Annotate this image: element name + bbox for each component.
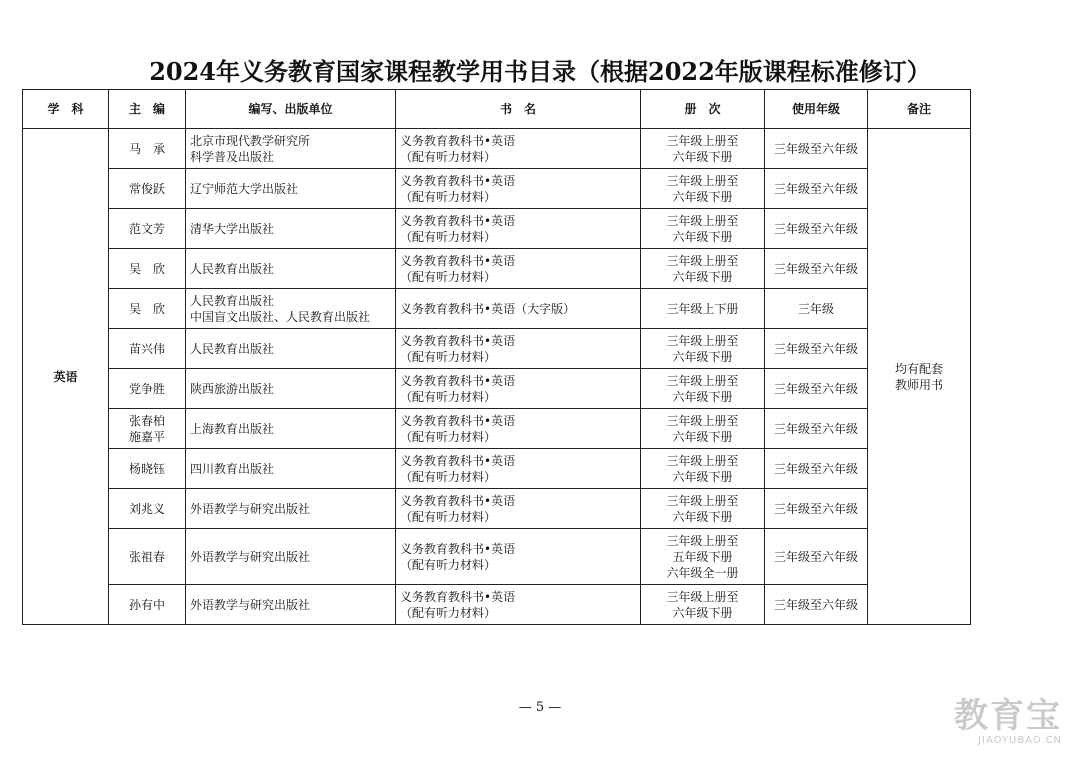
- cell-line: 吴 欣: [128, 261, 165, 276]
- volume-cell: [641, 249, 765, 289]
- cell-line: 范文芳: [128, 221, 165, 236]
- publisher-cell: [186, 129, 396, 169]
- editor-cell: [109, 129, 186, 169]
- editor-cell: [109, 489, 186, 529]
- editor-cell: [109, 289, 186, 329]
- volume-cell: [641, 585, 765, 625]
- editor-cell: [109, 329, 186, 369]
- cell-line: 陕西旅游出版社: [190, 381, 275, 396]
- cell-line: （配有听力材料）: [400, 349, 497, 364]
- header-note: 备注: [868, 90, 971, 129]
- cell-line: 教师用书: [894, 377, 943, 392]
- book-title-cell: [396, 209, 641, 249]
- cell-line: （配有听力材料）: [400, 189, 497, 204]
- cell-line: 三年级上册至: [666, 213, 739, 228]
- cell-line: 三年级上册至: [666, 253, 739, 268]
- volume-cell: [641, 529, 765, 585]
- editor-cell: [109, 529, 186, 585]
- cell-line: 六年级全一册: [666, 565, 739, 580]
- publisher-cell: [186, 329, 396, 369]
- cell-line: 义务教育教科书•英语: [400, 133, 516, 148]
- page-number: — 5 —: [518, 700, 562, 715]
- cell-line: 外语教学与研究出版社: [190, 549, 311, 564]
- editor-cell: [109, 209, 186, 249]
- cell-line: 六年级下册: [672, 469, 733, 484]
- table-row: [23, 289, 971, 329]
- grade-cell: 三年级至六年级: [765, 409, 868, 449]
- book-title-cell: [396, 369, 641, 409]
- note-cell: [868, 129, 971, 625]
- table-row: [23, 169, 971, 209]
- cell-line: 外语教学与研究出版社: [190, 501, 311, 516]
- cell-line: （配有听力材料）: [400, 229, 497, 244]
- book-title-cell: [396, 585, 641, 625]
- editor-cell: [109, 249, 186, 289]
- cell-line: 马 承: [128, 141, 165, 156]
- volume-cell: [641, 289, 765, 329]
- cell-line: 义务教育教科书•英语: [400, 253, 516, 268]
- table-row: [23, 529, 971, 585]
- book-title-cell: [396, 449, 641, 489]
- book-title-cell: [396, 129, 641, 169]
- cell-line: 三年级上册至: [666, 133, 739, 148]
- cell-line: 辽宁师范大学出版社: [190, 181, 299, 196]
- cell-line: 三年级上册至: [666, 533, 739, 548]
- cell-line: （配有听力材料）: [400, 269, 497, 284]
- header-editor: 主 编: [109, 90, 186, 129]
- publisher-cell: [186, 409, 396, 449]
- cell-line: 人民教育出版社: [190, 341, 275, 356]
- publisher-cell: [186, 529, 396, 585]
- cell-line: 上海教育出版社: [190, 421, 275, 436]
- volume-cell: [641, 329, 765, 369]
- cell-line: （配有听力材料）: [400, 557, 497, 572]
- grade-cell: 三年级: [765, 289, 868, 329]
- grade-cell: 三年级至六年级: [765, 249, 868, 289]
- table-row: [23, 585, 971, 625]
- cell-line: 孙有中: [128, 597, 165, 612]
- volume-cell: [641, 449, 765, 489]
- book-title-cell: [396, 169, 641, 209]
- cell-line: 六年级下册: [672, 229, 733, 244]
- grade-cell: 三年级至六年级: [765, 369, 868, 409]
- table-row: [23, 249, 971, 289]
- cell-line: （配有听力材料）: [400, 389, 497, 404]
- editor-cell: [109, 369, 186, 409]
- publisher-cell: [186, 169, 396, 209]
- table-row: [23, 409, 971, 449]
- header-row: [23, 90, 971, 129]
- watermark-url: JIAOYUBAO.CN: [978, 735, 1062, 746]
- book-title-cell: [396, 409, 641, 449]
- watermark-text: 教育宝: [954, 696, 1062, 736]
- header-publisher: 编写、出版单位: [186, 90, 396, 129]
- volume-cell: [641, 369, 765, 409]
- grade-cell: 三年级至六年级: [765, 529, 868, 585]
- header-grade: 使用年级: [765, 90, 868, 129]
- cell-line: 常俊跃: [128, 181, 165, 196]
- cell-line: 党争胜: [128, 381, 165, 396]
- cell-line: （配有听力材料）: [400, 605, 497, 620]
- book-title-cell: [396, 289, 641, 329]
- table-row: [23, 369, 971, 409]
- cell-line: 六年级下册: [672, 269, 733, 284]
- editor-cell: [109, 585, 186, 625]
- cell-line: 义务教育教科书•英语: [400, 333, 516, 348]
- cell-line: 六年级下册: [672, 509, 733, 524]
- book-title-cell: [396, 249, 641, 289]
- grade-cell: 三年级至六年级: [765, 489, 868, 529]
- grade-cell: 三年级至六年级: [765, 129, 868, 169]
- cell-line: 三年级上册至: [666, 453, 739, 468]
- grade-cell: 三年级至六年级: [765, 329, 868, 369]
- cell-line: （配有听力材料）: [400, 509, 497, 524]
- cell-line: 六年级下册: [672, 349, 733, 364]
- cell-line: 张祖春: [128, 549, 165, 564]
- cell-line: 三年级上册至: [666, 333, 739, 348]
- header-volume: 册 次: [641, 90, 765, 129]
- cell-line: 人民教育出版社: [190, 293, 275, 308]
- volume-cell: [641, 209, 765, 249]
- grade-cell: 三年级至六年级: [765, 169, 868, 209]
- book-title-cell: [396, 489, 641, 529]
- cell-line: 外语教学与研究出版社: [190, 597, 311, 612]
- cell-line: 义务教育教科书•英语（大字版）: [400, 301, 576, 316]
- cell-line: 三年级上册至: [666, 173, 739, 188]
- table-row: [23, 449, 971, 489]
- cell-line: 吴 欣: [128, 301, 165, 316]
- book-title-cell: [396, 529, 641, 585]
- grade-cell: 三年级至六年级: [765, 585, 868, 625]
- cell-line: 施嘉平: [128, 429, 165, 444]
- cell-line: 六年级下册: [672, 389, 733, 404]
- cell-line: 义务教育教科书•英语: [400, 453, 516, 468]
- cell-line: 义务教育教科书•英语: [400, 493, 516, 508]
- cell-line: 三年级上册至: [666, 493, 739, 508]
- catalog-table: [22, 89, 971, 625]
- cell-line: 五年级下册: [672, 549, 733, 564]
- cell-line: 清华大学出版社: [190, 221, 275, 236]
- publisher-cell: [186, 449, 396, 489]
- publisher-cell: [186, 369, 396, 409]
- editor-cell: [109, 169, 186, 209]
- table-row: [23, 329, 971, 369]
- book-title-cell: [396, 329, 641, 369]
- page-title: 2024年义务教育国家课程教学用书目录（根据2022年版课程标准修订）: [149, 57, 931, 86]
- cell-line: 三年级上册至: [666, 373, 739, 388]
- cell-line: （配有听力材料）: [400, 429, 497, 444]
- cell-line: 义务教育教科书•英语: [400, 413, 516, 428]
- volume-cell: [641, 489, 765, 529]
- editor-cell: [109, 409, 186, 449]
- cell-line: 杨晓钰: [128, 461, 165, 476]
- cell-line: 六年级下册: [672, 189, 733, 204]
- cell-line: 六年级下册: [672, 149, 733, 164]
- cell-line: 张春柏: [128, 413, 165, 428]
- publisher-cell: [186, 289, 396, 329]
- cell-line: 义务教育教科书•英语: [400, 589, 516, 604]
- publisher-cell: [186, 489, 396, 529]
- header-subject: 学 科: [23, 90, 109, 129]
- cell-line: 义务教育教科书•英语: [400, 213, 516, 228]
- cell-line: 三年级上册至: [666, 589, 739, 604]
- publisher-cell: [186, 209, 396, 249]
- cell-line: 四川教育出版社: [190, 461, 275, 476]
- cell-line: 三年级上下册: [666, 301, 739, 316]
- table-row: [23, 129, 971, 169]
- cell-line: （配有听力材料）: [400, 149, 497, 164]
- cell-line: 中国盲文出版社、人民教育出版社: [190, 309, 371, 324]
- cell-line: 义务教育教科书•英语: [400, 541, 516, 556]
- cell-line: 六年级下册: [672, 605, 733, 620]
- grade-cell: 三年级至六年级: [765, 209, 868, 249]
- header-book: 书 名: [396, 90, 641, 129]
- cell-line: 苗兴伟: [128, 341, 165, 356]
- cell-line: 义务教育教科书•英语: [400, 173, 516, 188]
- cell-line: 三年级上册至: [666, 413, 739, 428]
- cell-line: （配有听力材料）: [400, 469, 497, 484]
- cell-line: 北京市现代教学研究所: [190, 133, 311, 148]
- cell-line: 均有配套: [894, 361, 943, 376]
- grade-cell: 三年级至六年级: [765, 449, 868, 489]
- volume-cell: [641, 409, 765, 449]
- publisher-cell: [186, 249, 396, 289]
- table-row: [23, 489, 971, 529]
- publisher-cell: [186, 585, 396, 625]
- table-row: [23, 209, 971, 249]
- volume-cell: [641, 169, 765, 209]
- cell-line: 人民教育出版社: [190, 261, 275, 276]
- cell-line: 义务教育教科书•英语: [400, 373, 516, 388]
- subject-cell: 英语: [23, 129, 109, 625]
- cell-line: 科学普及出版社: [190, 149, 275, 164]
- watermark-logo: [902, 688, 1062, 748]
- cell-line: 刘兆义: [128, 501, 165, 516]
- editor-cell: [109, 449, 186, 489]
- volume-cell: [641, 129, 765, 169]
- cell-line: 六年级下册: [672, 429, 733, 444]
